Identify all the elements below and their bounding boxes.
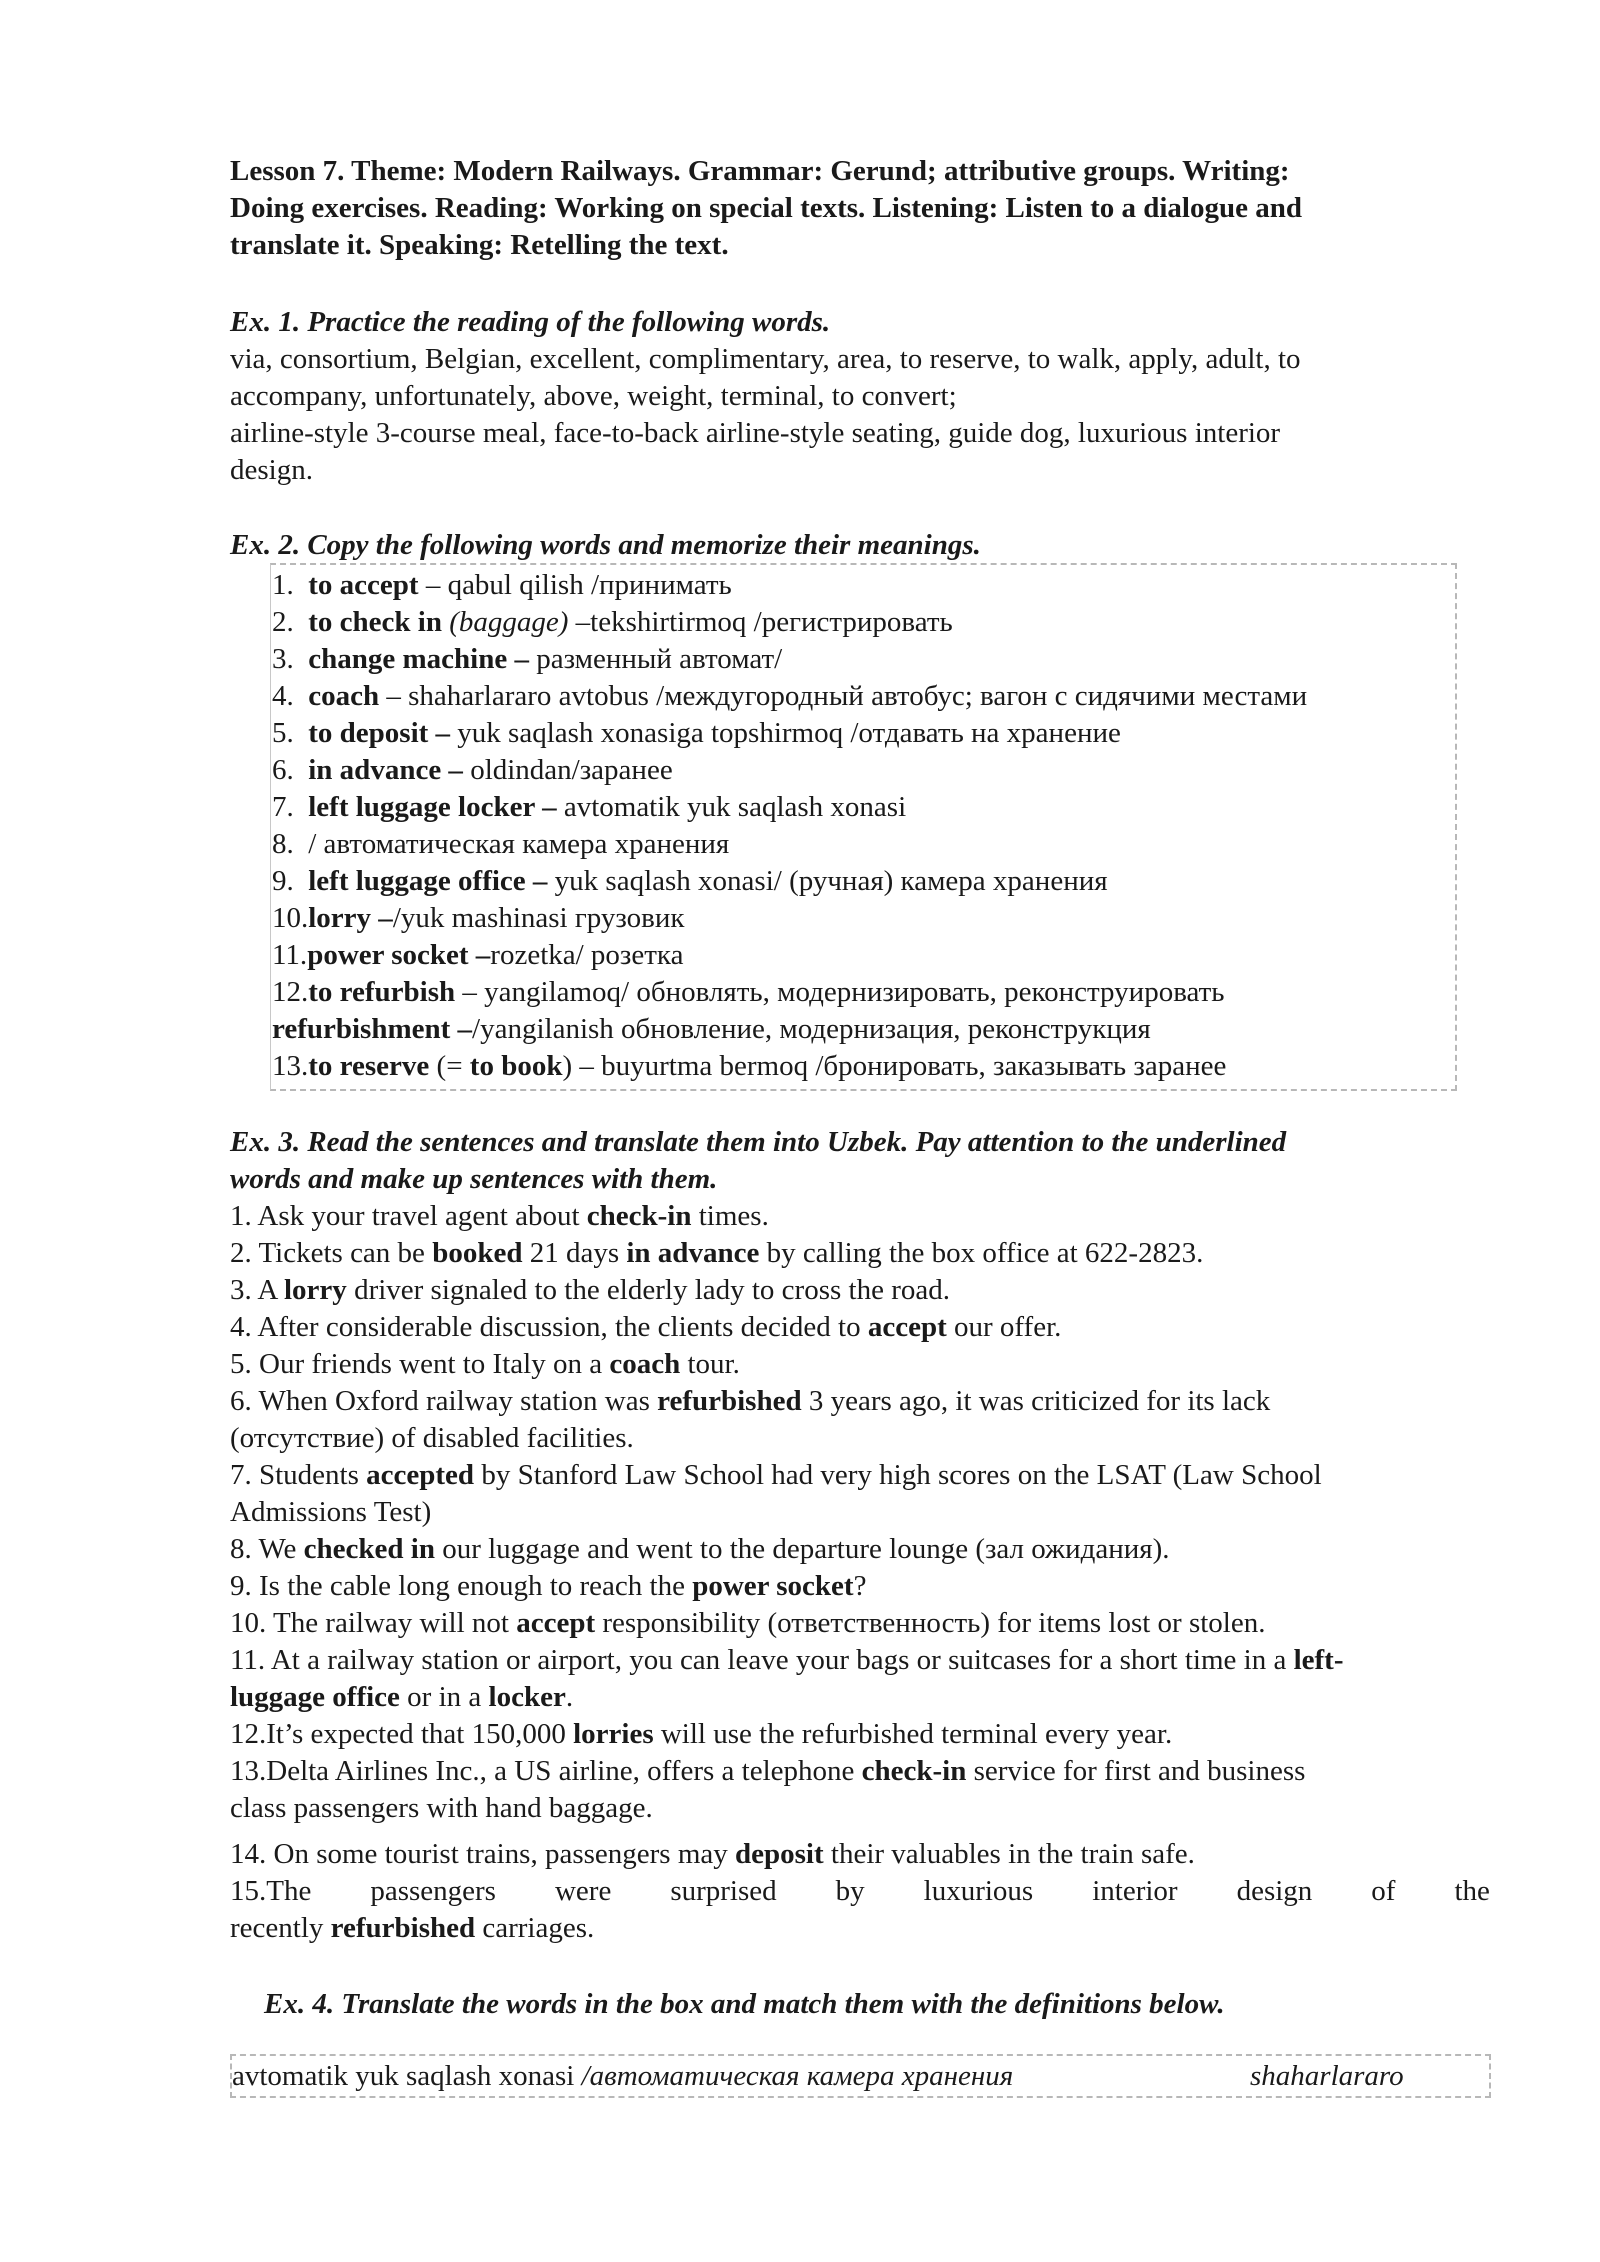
sentence-8: 8. We checked in our luggage and went to the departure lounge (зал ожидания). <box>230 1533 1170 1565</box>
sentence-9: 9. Is the cable long enough to reach the power socket? <box>230 1570 867 1602</box>
header-line: Doing exercises. Reading: Working on special texts. Listening: Listen to a dialogue and <box>230 192 1302 224</box>
header-line: translate it. Speaking: Retelling the text. <box>230 229 729 261</box>
vocab-item-9: 9. left luggage office – yuk saqlash xonasi/ (ручная) камера хранения <box>272 865 1108 897</box>
sentence-15: 15.The passengers were surprised by luxurious interior design of the <box>230 1875 1490 1907</box>
vocab-item-5: 5. to deposit – yuk saqlash xonasiga topshirmoq /отдавать на хранение <box>272 717 1121 749</box>
vocab-item-8: 8. / автоматическая камера хранения <box>272 828 730 860</box>
vocab-item-3: 3. change machine – разменный автомат/ <box>272 643 783 675</box>
sentence-1: 1. Ask your travel agent about check-in times. <box>230 1200 769 1232</box>
sentence-15-cont: recently refurbished carriages. <box>230 1912 595 1944</box>
sentence-12: 12.It’s expected that 150,000 lorries will use the refurbished terminal every year. <box>230 1718 1173 1750</box>
header-line: Lesson 7. Theme: Modern Railways. Grammar: Gerund; attributive groups. Writing: <box>230 155 1290 187</box>
sentence-4: 4. After considerable discussion, the clients decided to accept our offer. <box>230 1311 1062 1343</box>
vocab-item-12b: refurbishment –/yangilanish обновление, модернизация, реконструкция <box>272 1013 1151 1045</box>
vocab-item-11: 11.power socket –rozetka/ розетка <box>272 939 684 971</box>
ex3-title: words and make up sentences with them. <box>230 1163 718 1195</box>
vocab-item-6: 6. in advance – oldindan/заранее <box>272 754 673 786</box>
vocab-item-1: 1. to accept – qabul qilish /принимать <box>272 569 732 601</box>
vocab-item-12: 12.to refurbish – yangilamoq/ обновлять, модернизировать, реконструировать <box>272 976 1225 1008</box>
ex1-title: Ex. 1. Practice the reading of the following words. <box>230 306 831 338</box>
ex1-line: accompany, unfortunately, above, weight, terminal, to convert; <box>230 380 957 412</box>
vocab-item-10: 10.lorry –/yuk mashinasi грузовик <box>272 902 685 934</box>
sentence-13-cont: class passengers with hand baggage. <box>230 1792 653 1824</box>
ex3-title: Ex. 3. Read the sentences and translate them into Uzbek. Pay attention to the underlined <box>230 1126 1287 1158</box>
word-box-item: avtomatik yuk saqlash xonasi /автоматическая камера хранения <box>232 2060 1014 2092</box>
word-box-item: shaharlararo <box>1250 2060 1404 2092</box>
sentence-14: 14. On some tourist trains, passengers may deposit their valuables in the train safe. <box>230 1838 1195 1870</box>
lesson-header <box>230 153 1500 264</box>
ex1-line: airline-style 3-course meal, face-to-back airline-style seating, guide dog, luxurious interior <box>230 417 1281 449</box>
sentence-2: 2. Tickets can be booked 21 days in advance by calling the box office at 622-2823. <box>230 1237 1204 1269</box>
ex4-title: Ex. 4. Translate the words in the box and match them with the definitions below. <box>264 1988 1225 2020</box>
sentence-7-cont: Admissions Test) <box>230 1496 432 1528</box>
vocab-item-13: 13.to reserve (= to book) – buyurtma bermoq /бронировать, заказывать заранее <box>272 1050 1227 1082</box>
sentence-7: 7. Students accepted by Stanford Law School had very high scores on the LSAT (Law School <box>230 1459 1322 1491</box>
ex1-line: design. <box>230 454 313 486</box>
ex2-title: Ex. 2. Copy the following words and memorize their meanings. <box>230 529 981 561</box>
vocab-item-4: 4. coach – shaharlararo avtobus /междугородный автобус; вагон с сидячими местами <box>272 680 1308 712</box>
sentence-3: 3. A lorry driver signaled to the elderly lady to cross the road. <box>230 1274 950 1306</box>
vocab-item-7: 7. left luggage locker – avtomatik yuk saqlash xonasi <box>272 791 907 823</box>
sentence-6-cont: (отсутствие) of disabled facilities. <box>230 1422 634 1454</box>
sentence-11-cont: luggage office or in a locker. <box>230 1681 574 1713</box>
sentence-11: 11. At a railway station or airport, you can leave your bags or suitcases for a short time in a left- <box>230 1644 1344 1676</box>
ex1-line: via, consortium, Belgian, excellent, complimentary, area, to reserve, to walk, apply, adult, to <box>230 343 1301 375</box>
sentence-5: 5. Our friends went to Italy on a coach tour. <box>230 1348 740 1380</box>
sentence-13: 13.Delta Airlines Inc., a US airline, offers a telephone check-in service for first and business <box>230 1755 1306 1787</box>
sentence-6: 6. When Oxford railway station was refurbished 3 years ago, it was criticized for its lack <box>230 1385 1271 1417</box>
sentence-10: 10. The railway will not accept responsibility (ответственность) for items lost or stolen. <box>230 1607 1266 1639</box>
vocab-item-2: 2. to check in (baggage) –tekshirtirmoq /регистрировать <box>272 606 953 638</box>
